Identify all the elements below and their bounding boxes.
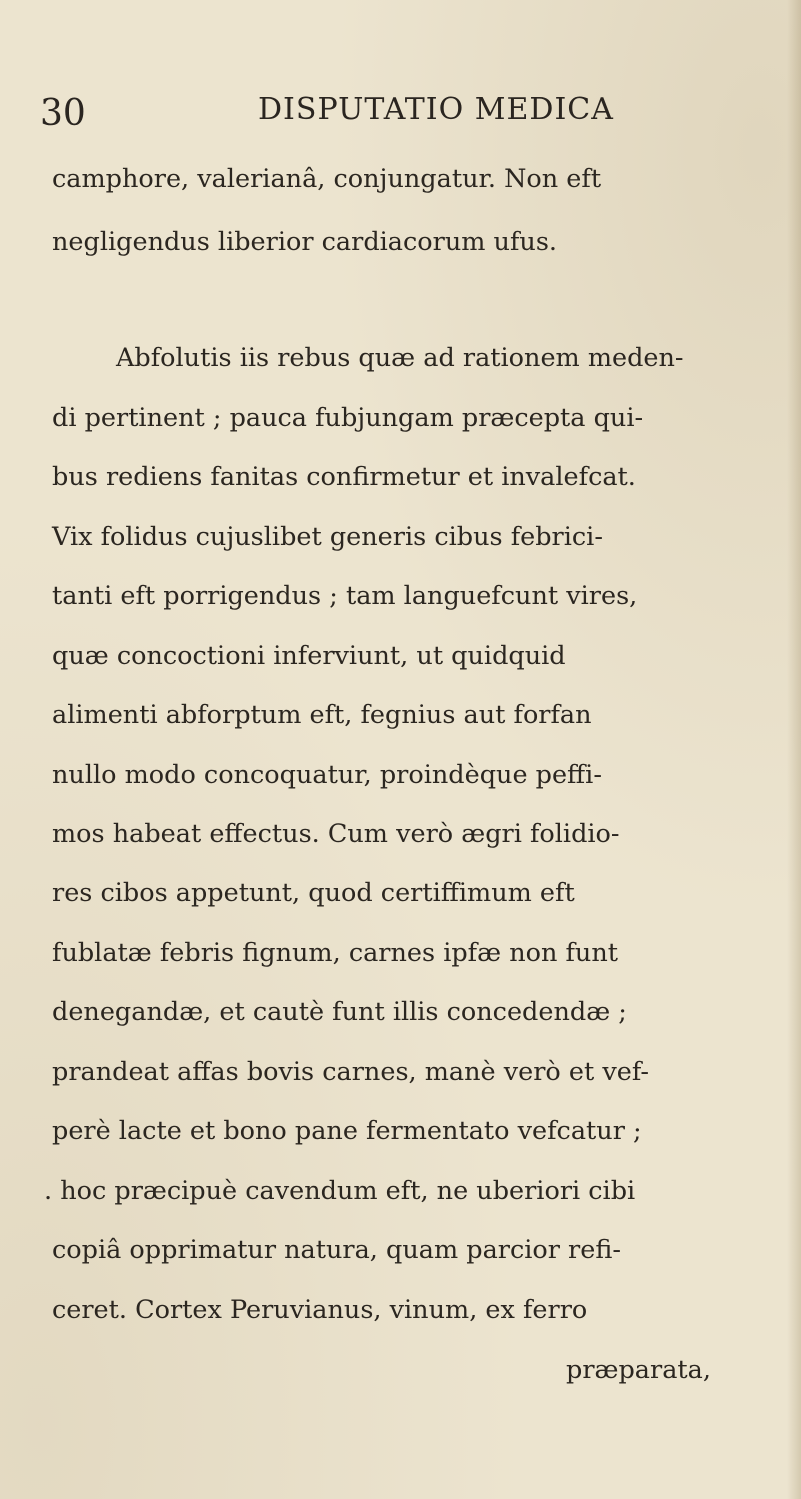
text-line: mos habeat effectus. Cum verò ægri folidio- bbox=[52, 819, 620, 849]
text-line: tanti eft porrigendus ; tam languefcunt vires, bbox=[52, 581, 638, 611]
paragraph-first-line: Abfolutis iis rebus quæ ad rationem meden- bbox=[116, 343, 684, 373]
text-line: copiâ opprimatur natura, quam parcior refi- bbox=[52, 1235, 621, 1265]
running-head: DISPUTATIO MEDICA bbox=[258, 92, 614, 127]
page-edge-shadow bbox=[787, 0, 801, 1499]
text-line: res cibos appetunt, quod certiffimum eft bbox=[52, 878, 575, 908]
text-line: prandeat affas bovis carnes, manè verò et vef- bbox=[52, 1057, 649, 1087]
text-line: negligendus liberior cardiacorum ufus. bbox=[52, 227, 558, 257]
text-line: alimenti abforptum eft, fegnius aut forfan bbox=[52, 700, 592, 730]
catchword: præparata, bbox=[566, 1355, 711, 1385]
text-line: perè lacte et bono pane fermentato vefcatur ; bbox=[52, 1116, 642, 1146]
text-line: fublatæ febris fignum, carnes ipfæ non funt bbox=[52, 938, 619, 968]
text-line: Vix folidus cujuslibet generis cibus febrici- bbox=[52, 522, 603, 552]
text-line: nullo modo concoquatur, proindèque peffi- bbox=[52, 760, 602, 790]
text-line: denegandæ, et cautè funt illis concedendæ ; bbox=[52, 997, 627, 1027]
text-line: bus rediens fanitas confirmetur et invalefcat. bbox=[52, 462, 636, 492]
text-line: di pertinent ; pauca fubjungam præcepta qui- bbox=[52, 403, 644, 433]
text-line: camphore, valerianâ, conjungatur. Non eft bbox=[52, 164, 602, 194]
text-line: ceret. Cortex Peruvianus, vinum, ex ferro bbox=[52, 1295, 588, 1325]
text-line: quæ concoctioni inferviunt, ut quidquid bbox=[52, 641, 566, 671]
text-line: . hoc præcipuè cavendum eft, ne uberiori cibi bbox=[44, 1176, 636, 1206]
page-number: 30 bbox=[40, 93, 86, 134]
